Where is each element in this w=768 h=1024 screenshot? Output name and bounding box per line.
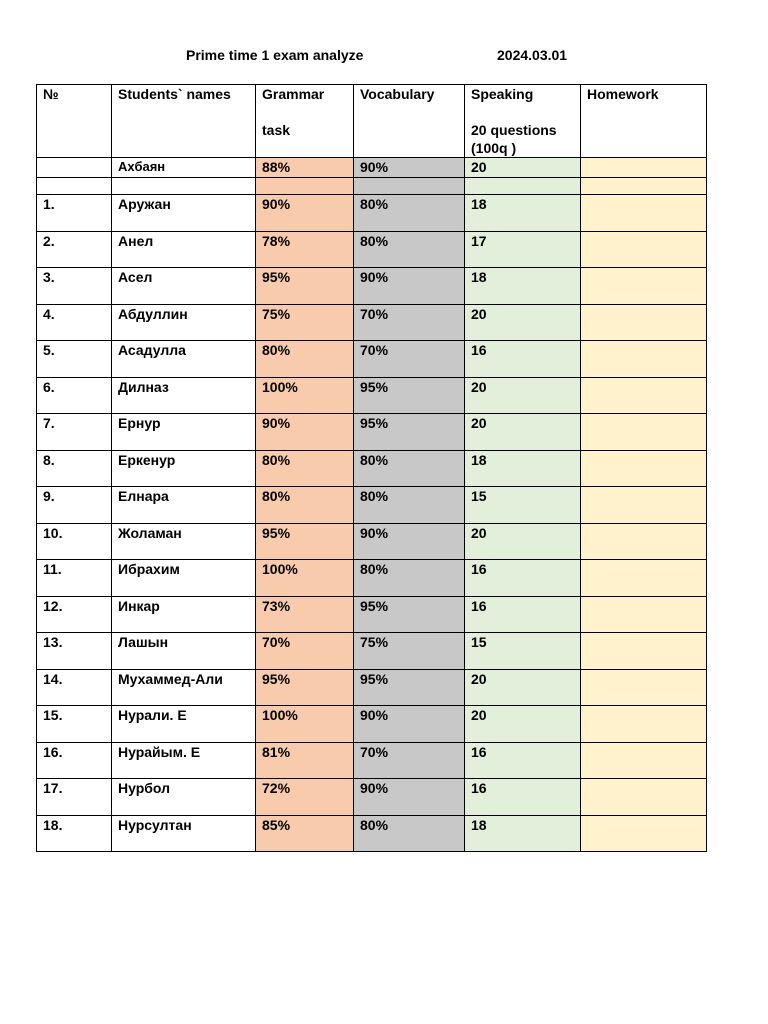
header-number: № [37, 85, 112, 158]
cell-number: 18. [37, 815, 112, 852]
cell-vocabulary [354, 178, 465, 195]
cell-speaking: 15 [465, 633, 581, 670]
cell-vocabulary: 70% [354, 341, 465, 378]
table-row-unnumbered [37, 158, 707, 178]
cell-student-name: Лашын [112, 633, 256, 670]
header-speaking-line3: (100q ) [471, 140, 517, 156]
cell-student-name: Дилназ [112, 377, 256, 414]
cell-homework [581, 706, 707, 743]
cell-number: 16. [37, 742, 112, 779]
table-row [37, 523, 707, 560]
cell-grammar: 90% [256, 195, 354, 232]
cell-homework [581, 377, 707, 414]
header-grammar-line2: task [262, 122, 291, 138]
cell-grammar: 70% [256, 633, 354, 670]
cell-vocabulary: 90% [354, 158, 465, 178]
cell-speaking: 20 [465, 414, 581, 451]
cell-grammar: 88% [256, 158, 354, 178]
cell-number: 13. [37, 633, 112, 670]
cell-grammar: 73% [256, 596, 354, 633]
cell-speaking: 16 [465, 742, 581, 779]
cell-student-name: Инкар [112, 596, 256, 633]
table-row [37, 815, 707, 852]
table-row [37, 633, 707, 670]
header-grammar-line1: Grammar [262, 86, 325, 102]
cell-number: 8. [37, 450, 112, 487]
cell-grammar: 95% [256, 268, 354, 305]
cell-grammar: 100% [256, 560, 354, 597]
cell-number [37, 178, 112, 195]
cell-student-name: Нурайым. Е [112, 742, 256, 779]
header-speaking [465, 85, 581, 158]
cell-homework [581, 487, 707, 524]
cell-number [37, 158, 112, 178]
cell-student-name: Ернур [112, 414, 256, 451]
cell-homework [581, 195, 707, 232]
cell-student-name: Жоламан [112, 523, 256, 560]
cell-speaking: 16 [465, 560, 581, 597]
table-row [37, 596, 707, 633]
cell-student-name: Аружан [112, 195, 256, 232]
cell-grammar: 95% [256, 669, 354, 706]
cell-student-name: Абдуллин [112, 304, 256, 341]
cell-homework [581, 779, 707, 816]
cell-homework [581, 450, 707, 487]
cell-grammar: 100% [256, 706, 354, 743]
cell-vocabulary: 90% [354, 268, 465, 305]
cell-homework [581, 158, 707, 178]
cell-grammar: 95% [256, 523, 354, 560]
table-row [37, 779, 707, 816]
cell-homework [581, 560, 707, 597]
cell-student-name: Ибрахим [112, 560, 256, 597]
cell-grammar: 80% [256, 341, 354, 378]
cell-grammar: 78% [256, 231, 354, 268]
header-student-names: Students` names [112, 85, 256, 158]
table-row [37, 487, 707, 524]
cell-speaking: 20 [465, 669, 581, 706]
cell-number: 4. [37, 304, 112, 341]
cell-homework [581, 414, 707, 451]
table-row [37, 450, 707, 487]
cell-homework [581, 815, 707, 852]
cell-number: 7. [37, 414, 112, 451]
cell-speaking: 17 [465, 231, 581, 268]
cell-speaking: 16 [465, 596, 581, 633]
cell-grammar: 81% [256, 742, 354, 779]
cell-number: 14. [37, 669, 112, 706]
cell-grammar: 75% [256, 304, 354, 341]
cell-number: 12. [37, 596, 112, 633]
table-header-row [37, 85, 707, 158]
cell-vocabulary: 80% [354, 450, 465, 487]
cell-student-name: Нурбол [112, 779, 256, 816]
header-speaking-line1: Speaking [471, 86, 534, 102]
cell-number: 11. [37, 560, 112, 597]
table-row [37, 742, 707, 779]
cell-homework [581, 231, 707, 268]
cell-vocabulary: 80% [354, 231, 465, 268]
cell-vocabulary: 75% [354, 633, 465, 670]
exam-results-table [36, 84, 707, 852]
cell-speaking: 16 [465, 779, 581, 816]
table-row [37, 195, 707, 232]
table-row [37, 414, 707, 451]
cell-number: 3. [37, 268, 112, 305]
cell-speaking: 18 [465, 815, 581, 852]
table-row [37, 341, 707, 378]
cell-vocabulary: 80% [354, 487, 465, 524]
cell-homework [581, 742, 707, 779]
cell-speaking: 16 [465, 341, 581, 378]
cell-speaking: 15 [465, 487, 581, 524]
cell-student-name: Нурали. Е [112, 706, 256, 743]
cell-vocabulary: 95% [354, 596, 465, 633]
table-row [37, 706, 707, 743]
cell-speaking [465, 178, 581, 195]
cell-homework [581, 596, 707, 633]
cell-number: 17. [37, 779, 112, 816]
document-date: 2024.03.01 [497, 47, 568, 63]
cell-homework [581, 523, 707, 560]
cell-homework [581, 268, 707, 305]
cell-student-name: Еркенур [112, 450, 256, 487]
cell-vocabulary: 80% [354, 560, 465, 597]
table-row [37, 669, 707, 706]
cell-vocabulary: 95% [354, 414, 465, 451]
table-row [37, 304, 707, 341]
cell-vocabulary: 70% [354, 304, 465, 341]
cell-grammar: 72% [256, 779, 354, 816]
cell-grammar: 90% [256, 414, 354, 451]
cell-grammar: 85% [256, 815, 354, 852]
cell-student-name: Мухаммед-Али [112, 669, 256, 706]
cell-speaking: 20 [465, 158, 581, 178]
table-row [37, 377, 707, 414]
cell-number: 9. [37, 487, 112, 524]
cell-student-name: Анел [112, 231, 256, 268]
cell-homework [581, 304, 707, 341]
cell-homework [581, 669, 707, 706]
cell-homework [581, 633, 707, 670]
cell-student-name: Нурсултан [112, 815, 256, 852]
cell-student-name [112, 178, 256, 195]
cell-grammar [256, 178, 354, 195]
cell-number: 10. [37, 523, 112, 560]
cell-number: 15. [37, 706, 112, 743]
cell-vocabulary: 90% [354, 523, 465, 560]
cell-number: 6. [37, 377, 112, 414]
cell-number: 1. [37, 195, 112, 232]
document-title: Prime time 1 exam analyze [186, 47, 364, 63]
cell-speaking: 20 [465, 377, 581, 414]
cell-vocabulary: 90% [354, 706, 465, 743]
cell-homework [581, 341, 707, 378]
header-homework: Homework [581, 85, 707, 158]
cell-student-name: Елнара [112, 487, 256, 524]
cell-vocabulary: 70% [354, 742, 465, 779]
cell-vocabulary: 95% [354, 669, 465, 706]
cell-student-name: Ахбаян [112, 158, 256, 178]
cell-number: 2. [37, 231, 112, 268]
cell-speaking: 18 [465, 195, 581, 232]
table-row [37, 268, 707, 305]
cell-vocabulary: 90% [354, 779, 465, 816]
cell-vocabulary: 95% [354, 377, 465, 414]
header-speaking-line2: 20 questions [471, 122, 557, 138]
cell-vocabulary: 80% [354, 815, 465, 852]
table-row [37, 231, 707, 268]
cell-student-name: Асел [112, 268, 256, 305]
cell-number: 5. [37, 341, 112, 378]
cell-vocabulary: 80% [354, 195, 465, 232]
cell-speaking: 18 [465, 268, 581, 305]
cell-speaking: 20 [465, 523, 581, 560]
cell-speaking: 20 [465, 706, 581, 743]
header-vocabulary: Vocabulary [354, 85, 465, 158]
cell-student-name: Асадулла [112, 341, 256, 378]
table-row [37, 560, 707, 597]
cell-homework [581, 178, 707, 195]
table-row-blank [37, 178, 707, 195]
cell-grammar: 100% [256, 377, 354, 414]
cell-grammar: 80% [256, 450, 354, 487]
cell-grammar: 80% [256, 487, 354, 524]
cell-speaking: 18 [465, 450, 581, 487]
cell-speaking: 20 [465, 304, 581, 341]
header-grammar [256, 85, 354, 158]
